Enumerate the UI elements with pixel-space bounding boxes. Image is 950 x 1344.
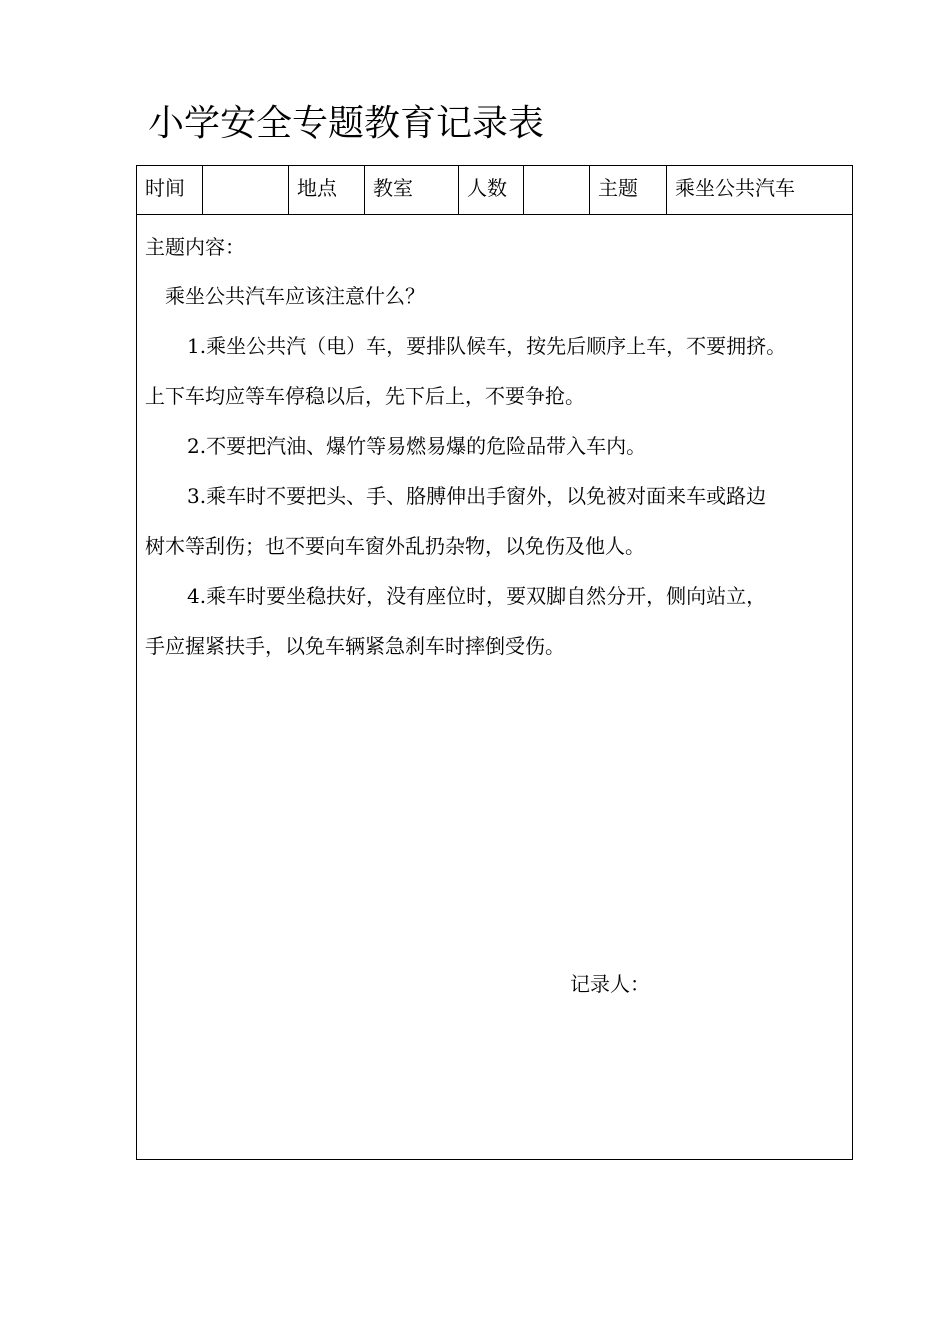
- time-label: 时间: [137, 166, 203, 214]
- place-label: 地点: [289, 166, 365, 214]
- content-line-2: 上下车均应等车停稳以后，先下后上，不要争抢。: [145, 384, 585, 408]
- content-question: 乘坐公共汽车应该注意什么？: [165, 284, 425, 308]
- content-label: 主题内容：: [145, 235, 245, 259]
- content-line-3: 2.不要把汽油、爆竹等易燃易爆的危险品带入车内。: [187, 434, 647, 458]
- place-value: 教室: [365, 166, 459, 214]
- page-title: 小学安全专题教育记录表: [148, 103, 545, 144]
- topic-value: 乘坐公共汽车: [675, 176, 795, 200]
- content-line-6: 4.乘车时要坐稳扶好，没有座位时，要双脚自然分开，侧向站立，: [187, 584, 767, 608]
- content-line-5: 树木等刮伤；也不要向车窗外乱扔杂物，以免伤及他人。: [145, 534, 645, 558]
- header-row: [137, 166, 852, 215]
- content-section: [137, 215, 852, 671]
- topic-label: 主题: [590, 166, 667, 214]
- count-value: [524, 166, 590, 214]
- content-line-1: 1.乘坐公共汽（电）车，要排队候车，按先后顺序上车，不要拥挤。: [187, 334, 787, 358]
- content-line-7: 手应握紧扶手，以免车辆紧急刹车时摔倒受伤。: [145, 634, 565, 658]
- count-label: 人数: [459, 166, 524, 214]
- record-table: [136, 165, 853, 1160]
- content-line-4: 3.乘车时不要把头、手、胳膊伸出手窗外，以免被对面来车或路边: [187, 484, 767, 508]
- time-value: [203, 166, 289, 214]
- recorder-label: 记录人：: [570, 972, 650, 996]
